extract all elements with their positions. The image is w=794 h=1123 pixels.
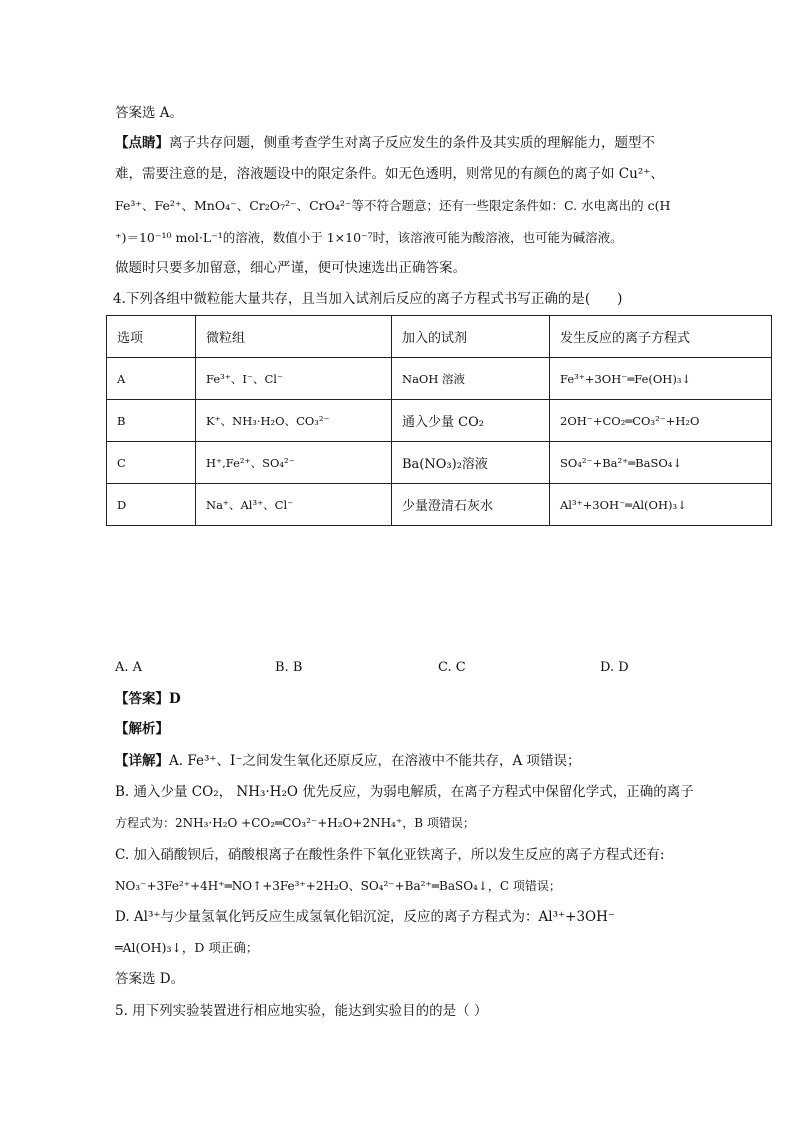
table-row	[107, 442, 772, 484]
table-cell: H⁺,Fe²⁺、SO₄²⁻	[196, 442, 392, 484]
table-cell: NaOH 溶液	[392, 358, 550, 400]
answer-line-prev: 答案选 A。	[115, 105, 184, 121]
answer-label: 【答案】D	[115, 691, 181, 707]
question-5-stem: 5. 用下列实验装置进行相应地实验，能达到实验目的的是（ ）	[115, 1003, 488, 1019]
detail-tag: 【详解】	[115, 753, 169, 769]
table-header-cell: 加入的试剂	[392, 316, 550, 358]
detail-line-6: D. Al³⁺与少量氢氧化钙反应生成氢氧化铝沉淀，反应的离子方程式为：Al³⁺+3OH⁻	[115, 909, 616, 925]
table-header-row	[107, 316, 772, 358]
table-cell: D	[107, 484, 196, 526]
detail-line-3: 方程式为：2NH₃·H₂O +CO₂═CO₃²⁻+H₂O+2NH₄⁺，B 项错误；	[115, 816, 475, 830]
table-cell: K⁺、NH₃·H₂O、CO₃²⁻	[196, 400, 392, 442]
table-row	[107, 400, 772, 442]
choice-a: A. A	[115, 660, 143, 675]
detail-text: A. Fe³⁺、I⁻之间发生氧化还原反应，在溶液中不能共存，A 项错误；	[169, 753, 581, 769]
table-cell: 少量澄清石灰水	[392, 484, 550, 526]
hint-paragraph-line-4: ⁺)＝10⁻¹⁰ mol·L⁻¹的溶液，数值小于 1×10⁻⁷时，该溶液可能为酸溶液，也可能为碱溶液。	[115, 230, 623, 245]
hint-tag: 【点睛】	[115, 135, 169, 151]
detail-line-8: 答案选 D。	[115, 971, 185, 987]
table-cell: Na⁺、Al³⁺、Cl⁻	[196, 484, 392, 526]
question-4-table	[106, 315, 772, 526]
analysis-label: 【解析】	[115, 721, 169, 737]
question-4-stem: 4.下列各组中微粒能大量共存，且当加入试剂后反应的离子方程式书写正确的是( )	[113, 291, 623, 307]
hint-text: 离子共存问题，侧重考查学生对离子反应发生的条件及其实质的理解能力，题型不	[169, 135, 655, 151]
table-cell: Ba(NO₃)₂溶液	[392, 442, 550, 484]
table-header-cell: 微粒组	[196, 316, 392, 358]
table-cell: SO₄²⁻+Ba²⁺═BaSO₄↓	[550, 442, 772, 484]
hint-paragraph-line-2: 难，需要注意的是，溶液题设中的限定条件。如无色透明，则常见的有颜色的离子如 Cu²⁺、	[115, 166, 664, 182]
table-cell: Al³⁺+3OH⁻═Al(OH)₃↓	[550, 484, 772, 526]
detail-line-2: B. 通入少量 CO₂， NH₃·H₂O 优先反应，为弱电解质，在离子方程式中保留化学式，正确的离子	[115, 784, 694, 800]
table-cell: C	[107, 442, 196, 484]
hint-paragraph-line-3: Fe³⁺、Fe²⁺、MnO₄⁻、Cr₂O₇²⁻、CrO₄²⁻等不符合题意；还有一些限定条件如：C. 水电离出的 c(H	[115, 198, 671, 213]
table-header-cell: 选项	[107, 316, 196, 358]
table-row	[107, 358, 772, 400]
table-cell: Fe³⁺+3OH⁻═Fe(OH)₃↓	[550, 358, 772, 400]
table-cell: 通入少量 CO₂	[392, 400, 550, 442]
table-cell: B	[107, 400, 196, 442]
detail-line-4: C. 加入硝酸钡后，硝酸根离子在酸性条件下氧化亚铁离子，所以发生反应的离子方程式还有:	[115, 847, 665, 863]
table-cell: Fe³⁺、I⁻、Cl⁻	[196, 358, 392, 400]
table-cell: 2OH⁻+CO₂═CO₃²⁻+H₂O	[550, 400, 772, 442]
choice-b: B. B	[275, 660, 303, 675]
detail-line-1	[115, 751, 581, 771]
table-cell: A	[107, 358, 196, 400]
detail-line-5: NO₃⁻+3Fe²⁺+4H⁺═NO↑+3Fe³⁺+2H₂O、SO₄²⁻+Ba²⁺═BaSO₄↓，C 项错误；	[115, 879, 561, 893]
hint-paragraph-line-5: 做题时只要多加留意，细心严谨，便可快速选出正确答案。	[115, 260, 466, 276]
table-row	[107, 484, 772, 526]
table-header-cell: 发生反应的离子方程式	[550, 316, 772, 358]
detail-line-7: ═Al(OH)₃↓，D 项正确；	[115, 940, 259, 955]
choice-c: C. C	[438, 660, 466, 675]
hint-paragraph-line-1	[115, 133, 655, 153]
choice-d: D. D	[600, 660, 629, 675]
